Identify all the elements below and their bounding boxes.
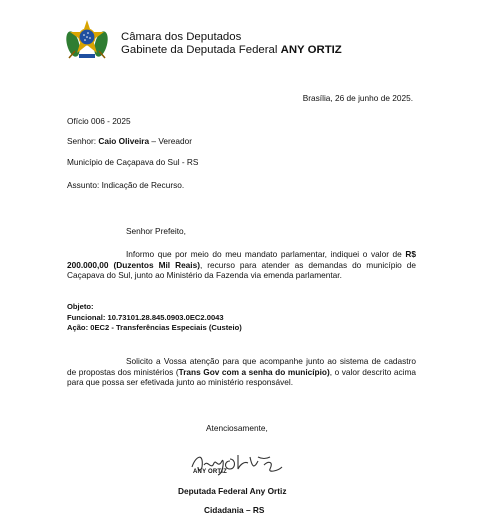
office-prefix: Gabinete da Deputada Federal: [121, 44, 281, 56]
recipient-prefix: Senhor:: [67, 136, 99, 146]
oficio-number: Ofício 006 - 2025: [67, 116, 131, 126]
funcional-label: Funcional:: [67, 313, 108, 322]
coat-of-arms-icon: [66, 18, 108, 62]
funcional-line: [67, 313, 224, 324]
recipient-suffix: – Vereador: [149, 136, 193, 146]
acao-label: Ação:: [67, 323, 91, 332]
body-paragraph-2: [67, 356, 416, 388]
body-paragraph-1: [67, 249, 416, 281]
paragraph2-bold: Trans Gov com a senha do município): [178, 366, 330, 377]
closing: Atenciosamente,: [206, 423, 268, 433]
objeto-label: Objeto:: [67, 302, 94, 311]
signature-stamp-name: ANY ORTIZ: [193, 469, 228, 475]
office-name: [121, 44, 342, 57]
acao-value: 0EC2 - Transferências Especiais (Custeio): [90, 323, 242, 332]
subject-line: Assunto: Indicação de Recurso.: [67, 180, 185, 190]
salutation: Senhor Prefeito,: [126, 226, 186, 236]
institution-name: Câmara dos Deputados: [121, 31, 242, 43]
paragraph1-text-1: Informo que por meio do meu mandato parlamentar, indiquei o valor de: [126, 249, 406, 259]
paragraph2-text-2: , o valor descrito acima para que possa ser efetivada junto ao ministério responsável.: [67, 366, 416, 387]
paragraph2-text-1: Solicito a Vossa atenção para que acompanhe junto ao sistema de cadastro de propostas dos ministérios (: [67, 356, 416, 377]
date-line: Brasília, 26 de junho de 2025.: [302, 93, 413, 103]
deputy-name: ANY ORTIZ: [280, 44, 342, 56]
recipient-line: [67, 136, 192, 147]
paragraph1-text-2: , recurso para atender as demandas do município de Caçapava do Sul, junto ao Ministério da Fazenda via emenda parlamentar.: [67, 259, 416, 280]
funcional-value: 10.73101.28.845.0903.0EC2.0043: [107, 313, 224, 322]
acao-line: [67, 323, 242, 334]
signer-title: Deputada Federal Any Ortiz: [178, 486, 287, 496]
recipient-name: Caio Oliveira: [98, 136, 150, 146]
municipio-line: Município de Caçapava do Sul - RS: [67, 157, 199, 167]
signer-party: Cidadania – RS: [204, 505, 265, 515]
amount-text: R$ 200.000,00 (Duzentos Mil Reais): [67, 249, 416, 270]
